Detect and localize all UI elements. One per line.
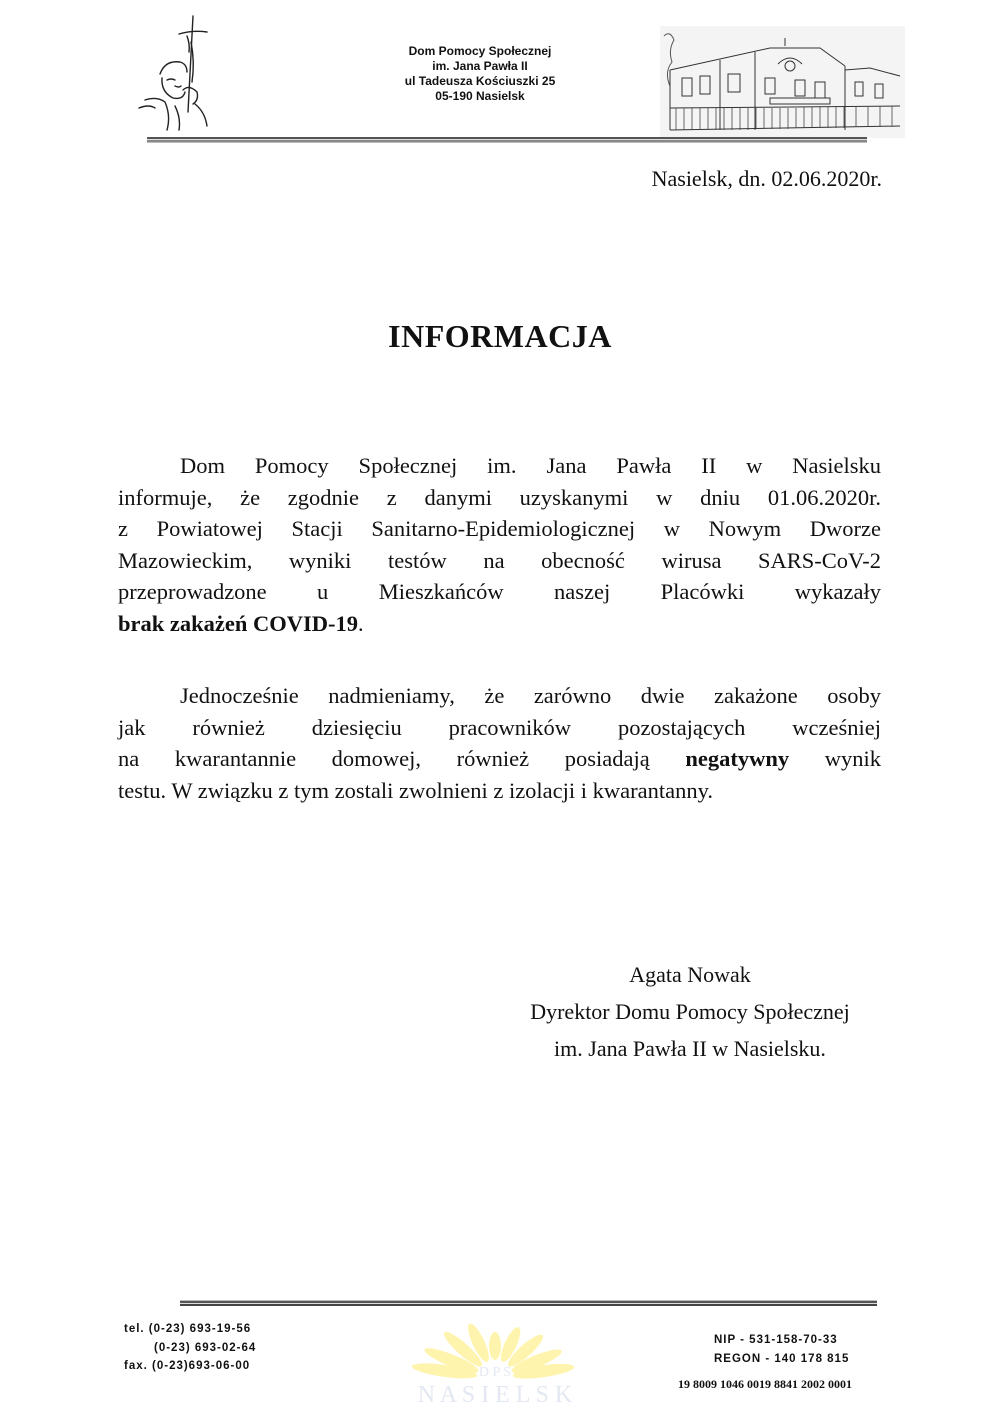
org-street: ul Tadeusza Kościuszki 25 — [404, 74, 556, 88]
paragraph-line: Jednocześnie nadmieniamy, że zarówno dwie zakażone osoby — [180, 683, 881, 708]
paragraph-line: testu. W związku z tym zostali zwolnieni z izolacji i kwarantanny. — [118, 777, 714, 803]
signatory-name: Agata Nowak — [629, 962, 751, 987]
paragraph-line: Dom Pomocy Społecznej im. Jana Pawła II w Nasielsku — [180, 453, 881, 478]
paragraph-quarantine-release — [118, 680, 881, 806]
document-title: INFORMACJA — [388, 318, 612, 354]
paragraph-line — [118, 608, 881, 640]
paragraph-line: przeprowadzone u Mieszkańców naszej Placówki wykazały — [118, 579, 881, 604]
bank-account-number: 19 8009 1046 0019 8841 2002 0001 — [678, 1377, 852, 1391]
org-patron: im. Jana Pawła II — [432, 59, 528, 73]
signatory-institution: im. Jana Pawła II w Nasielsku. — [554, 1036, 826, 1061]
footer-contact — [124, 1320, 256, 1376]
pope-john-paul-ii-drawing — [135, 12, 235, 132]
paragraph-test-results — [118, 450, 881, 639]
negative-highlight: negatywny — [685, 746, 790, 771]
footer-divider — [180, 1300, 877, 1306]
paragraph-line: jak również dziesięciu pracowników pozostających wcześniej — [118, 714, 881, 740]
document-date: Nasielsk, dn. 02.06.2020r. — [651, 166, 882, 191]
paragraph-line: informuje, że zgodnie z danymi uzyskanymi w dniu 01.06.2020r. — [118, 484, 881, 510]
footer-identifiers — [714, 1331, 849, 1368]
signature-block — [480, 956, 900, 1067]
organization-header — [380, 44, 580, 104]
sun-ray — [489, 1332, 501, 1360]
signatory-position: Dyrektor Domu Pomocy Społecznej — [530, 999, 850, 1024]
paragraph-line: Mazowieckim, wyniki testów na obecność wirusa SARS-CoV-2 — [118, 547, 881, 573]
period: . — [358, 610, 364, 636]
regon-number: REGON - 140 178 815 — [714, 1352, 850, 1365]
logo-dps-text: D P S — [478, 1365, 512, 1380]
paragraph-line — [118, 743, 881, 775]
dps-nasielsk-logo — [330, 1318, 660, 1408]
org-postal-city: 05-190 Nasielsk — [435, 89, 525, 103]
phone-2: (0-23) 693-02-64 — [154, 1341, 257, 1354]
nip-number: NIP - 531-158-70-33 — [714, 1334, 838, 1346]
logo-city-text: N A S I E L S K — [417, 1382, 573, 1408]
line-text: na kwarantannie domowej, również posiadają — [118, 746, 686, 771]
line-text: wynik — [789, 746, 881, 771]
paragraph-line: z Powiatowej Stacji Sanitarno-Epidemiologicznej w Nowym Dworze — [118, 516, 881, 541]
header-divider — [147, 137, 867, 143]
phone-1: tel. (0-23) 693-19-56 — [124, 1323, 252, 1335]
org-name: Dom Pomocy Społecznej — [408, 44, 552, 58]
fax: fax. (0-23)693-06-00 — [124, 1360, 251, 1372]
result-highlight: brak zakażeń COVID-19 — [118, 610, 358, 636]
building-drawing — [660, 26, 905, 138]
